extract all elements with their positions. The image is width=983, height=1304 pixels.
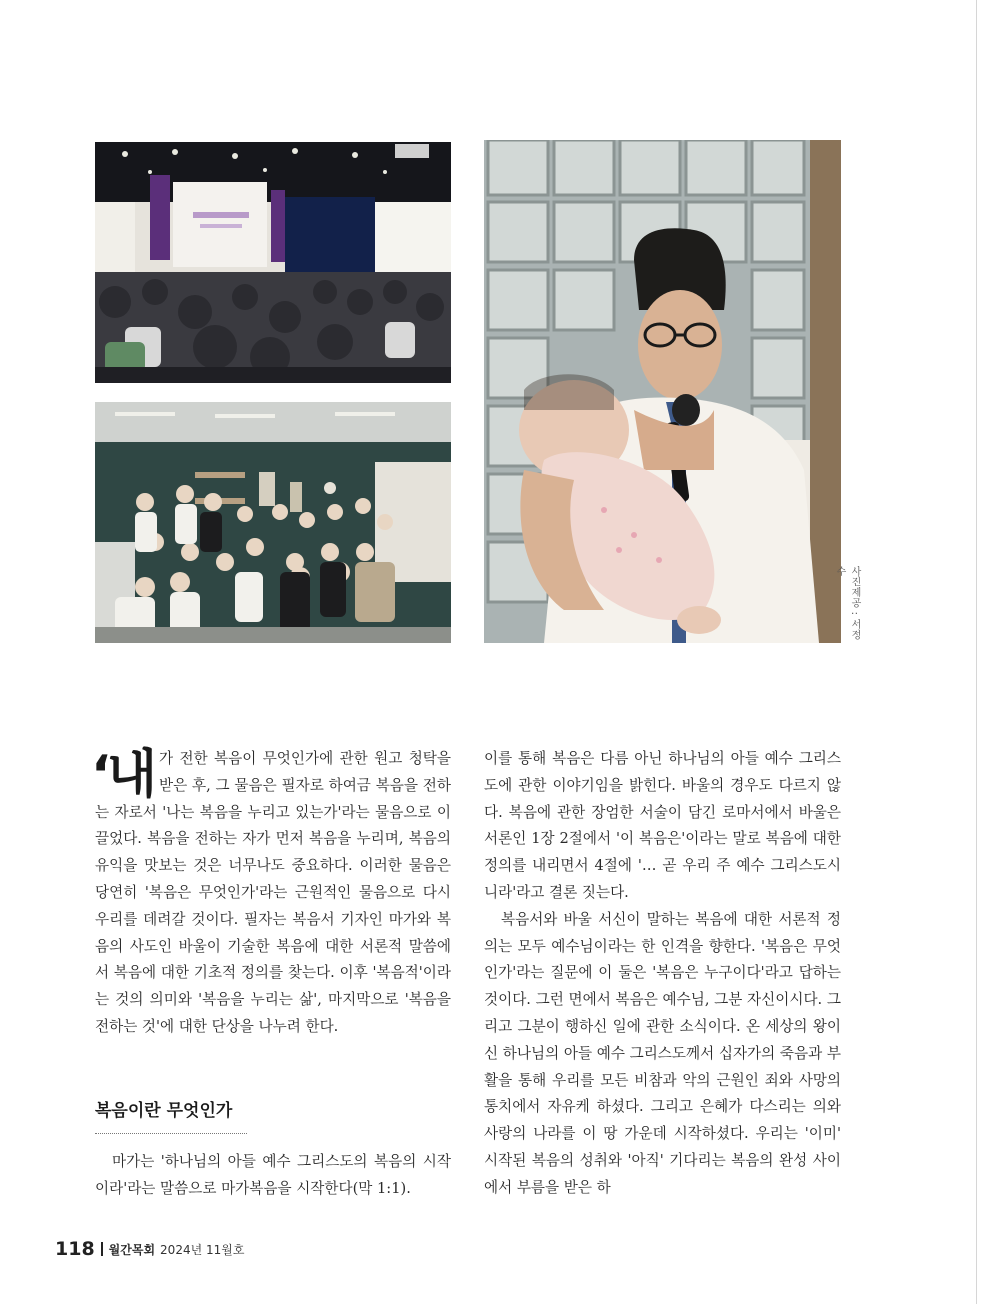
intro-text: 가 전한 복음이 무엇인가에 관한 원고 청탁을 받은 후, 그 물음은 필자로 하여금 복음을 전하는 자로서 '나는 복음을 누리고 있는가'라는 물음으로 이끌었다. 복음을 전하는 자가 먼저 복음을 누리며, 복음의 유익을 맛보는 것은 너무나도 중요하다. 이러한 물음은 당연히 '복음은 무엇인가'라는 근원적인 물음으로 다시 우리를 데려갈 것이다. 필자는 복음서 기자인 마가와 복음의 사도인 바울이 기술한 복음에 대한 서론적 말씀에서 복음에 대한 기초적 정의를 찾는다. 이후 '복음적'이라는 것의 의미와 '복음을 누리는 삶', 마지막으로 '복음을 전하는 것'에 대한 단상을 나누려 한다.	[95, 750, 451, 1035]
section-title: 복음이란 무엇인가	[95, 1101, 233, 1121]
section-paragraph: 마가는 '하나님의 아들 예수 그리스도의 복음의 시작이라'라는 말씀으로 마가복음을 시작한다(막 1:1).	[95, 1153, 451, 1197]
intro-paragraph	[91, 745, 451, 1041]
dropcap: ‘내	[91, 745, 153, 805]
seminar-photo	[95, 142, 451, 383]
page-footer	[55, 1238, 244, 1260]
section-divider	[95, 1133, 247, 1134]
left-column-intro	[91, 745, 451, 1041]
right-paragraph-2: 복음서와 바울 서신이 말하는 복음에 대한 서론적 정의는 모두 예수님이라는 한 인격을 향한다. '복음은 무엇인가'라는 질문에 이 둘은 '복음은 누구이다'라고 답하는 것이다. 그런 면에서 복음은 예수님, 그분 자신이시다. 그리고 그분이 행하신 일에 관한 소식이다. 온 세상의 왕이신 하나님의 아들 예수 그리스도께서 십자가의 죽음과 부활을 통해 우리를 모든 비참과 악의 근원인 죄와 사망의 통치에서 자유케 하셨다. 그리고 은혜가 다스리는 의와 사랑의 나라를 이 땅 가운데 시작하셨다. 우리는 '이미' 시작된 복음의 성취와 '아직' 기다리는 복음의 완성 사이에서 부름을 받은 하	[484, 910, 841, 1196]
left-column-section	[95, 1149, 451, 1203]
photo-credit: 사진제공 : 서정수	[834, 566, 860, 641]
magazine-name: 월간목회	[108, 1242, 156, 1257]
page-edge-line	[976, 0, 977, 1304]
footer-divider	[101, 1242, 103, 1256]
issue-label: 2024년 11월호	[160, 1242, 245, 1257]
right-column	[484, 746, 841, 1202]
page-number: 118	[55, 1238, 95, 1260]
group-photo	[95, 402, 451, 643]
right-paragraph-1: 이를 통해 복음은 다름 아닌 하나님의 아들 예수 그리스도에 관한 이야기임을 밝힌다. 바울의 경우도 다르지 않다. 복음에 관한 장엄한 서술이 담긴 로마서에서 바울은 서론인 1장 2절에서 '이 복음은'이라는 말로 복음에 대한 정의를 내리면서 4절에 '… 곧 우리 주 예수 그리스도시니라'라고 결론 짓는다.	[484, 750, 841, 901]
speaker-with-baby-photo	[484, 140, 841, 643]
